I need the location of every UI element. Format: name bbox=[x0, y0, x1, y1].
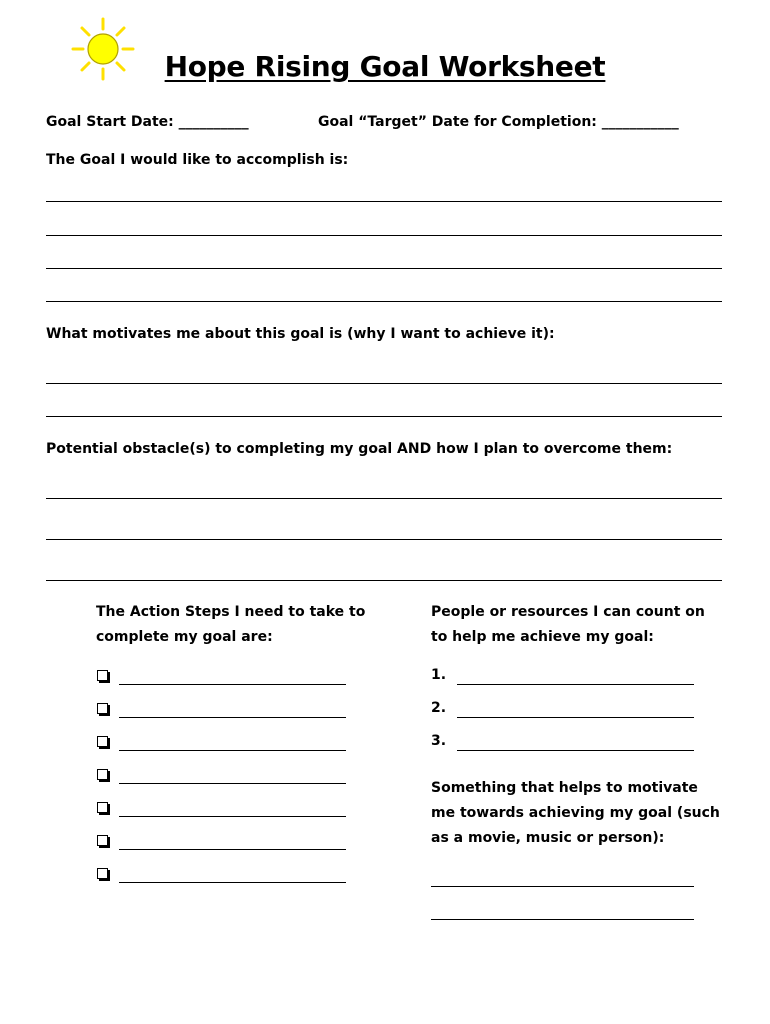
obstacles-line-1[interactable] bbox=[46, 498, 722, 499]
start-date-label: Goal Start Date: __________ bbox=[46, 114, 249, 130]
action-step-line[interactable] bbox=[119, 783, 346, 784]
action-step-line[interactable] bbox=[119, 849, 346, 850]
action-steps-heading-line1: The Action Steps I need to take to bbox=[96, 604, 366, 620]
inspiration-line-2[interactable] bbox=[431, 919, 694, 920]
checkbox-icon[interactable] bbox=[97, 736, 108, 747]
resource-line[interactable] bbox=[457, 684, 694, 685]
resources-heading-line1: People or resources I can count on bbox=[431, 604, 705, 620]
inspiration-line-1[interactable] bbox=[431, 886, 694, 887]
motivation-line-2[interactable] bbox=[46, 416, 722, 417]
checkbox-icon[interactable] bbox=[97, 670, 108, 681]
goal-line-3[interactable] bbox=[46, 268, 722, 269]
checkbox-icon[interactable] bbox=[97, 703, 108, 714]
goal-line-4[interactable] bbox=[46, 301, 722, 302]
checkbox-icon[interactable] bbox=[97, 835, 108, 846]
goal-prompt: The Goal I would like to accomplish is: bbox=[46, 152, 349, 168]
action-steps-heading-line2: complete my goal are: bbox=[96, 629, 273, 645]
obstacles-line-3[interactable] bbox=[46, 580, 722, 581]
inspiration-prompt-line2: me towards achieving my goal (such bbox=[431, 805, 720, 821]
resource-number: 3. bbox=[431, 733, 447, 749]
obstacles-line-2[interactable] bbox=[46, 539, 722, 540]
action-step-line[interactable] bbox=[119, 684, 346, 685]
inspiration-prompt-line1: Something that helps to motivate bbox=[431, 780, 698, 796]
goal-line-1[interactable] bbox=[46, 201, 722, 202]
obstacles-prompt: Potential obstacle(s) to completing my goal AND how I plan to overcome them: bbox=[46, 441, 673, 457]
action-step-line[interactable] bbox=[119, 816, 346, 817]
target-date-label: Goal “Target” Date for Completion: ___________ bbox=[318, 114, 679, 130]
resource-number: 1. bbox=[431, 667, 447, 683]
action-step-line[interactable] bbox=[119, 750, 346, 751]
resources-heading-line2: to help me achieve my goal: bbox=[431, 629, 654, 645]
goal-line-2[interactable] bbox=[46, 235, 722, 236]
resource-line[interactable] bbox=[457, 717, 694, 718]
page-title: Hope Rising Goal Worksheet bbox=[164, 50, 606, 83]
resource-line[interactable] bbox=[457, 750, 694, 751]
resource-number: 2. bbox=[431, 700, 447, 716]
checkbox-icon[interactable] bbox=[97, 769, 108, 780]
action-step-line[interactable] bbox=[119, 882, 346, 883]
motivation-line-1[interactable] bbox=[46, 383, 722, 384]
checkbox-icon[interactable] bbox=[97, 802, 108, 813]
checkbox-icon[interactable] bbox=[97, 868, 108, 879]
inspiration-prompt-line3: as a movie, music or person): bbox=[431, 830, 665, 846]
motivation-prompt: What motivates me about this goal is (why I want to achieve it): bbox=[46, 326, 555, 342]
action-step-line[interactable] bbox=[119, 717, 346, 718]
